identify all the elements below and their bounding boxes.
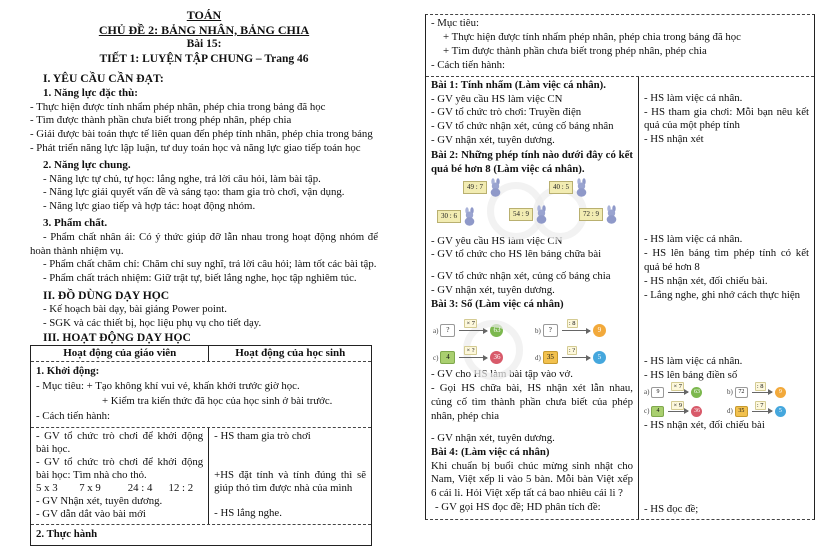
warmup-goal-line: - Mục tiêu: + Tạo không khí vui vẻ, khấn khởi trước giờ học. — [36, 380, 300, 393]
rabbit-card-group — [549, 178, 589, 197]
section-1-heading: I. YÊU CẦU CẦN ĐẠT: — [43, 72, 164, 86]
value-box: 72 — [735, 387, 748, 398]
teacher-action: - GV tổ chức nhận xét, củng cố bảng nhân — [431, 120, 614, 133]
doc-subject-title: TOÁN — [186, 8, 222, 22]
arrow-icon — [668, 382, 688, 393]
diagram-item-a — [644, 382, 721, 398]
diagram-label: d) — [535, 353, 541, 362]
student-action: - HS tham gia chơi: Mỗi bạn nêu kết quả của một phép tính — [644, 105, 809, 132]
value-box: 35 — [543, 351, 558, 364]
exercise-2-picture — [437, 178, 633, 234]
diagram-item-b — [535, 320, 631, 337]
diagram-item-d — [535, 347, 631, 364]
value-box: 9 — [651, 387, 664, 398]
practice-goal-line: + Tìm được thành phần chưa biết trong phép nhân, phép chia — [443, 44, 707, 57]
rabbit-icon — [488, 178, 503, 197]
math-exercises-line: 5 x 3 7 x 9 24 : 4 12 : 2 — [36, 482, 194, 495]
student-action: - HS nhận xét, đối chiếu bài. — [644, 274, 768, 287]
arrow-icon — [459, 320, 487, 331]
diagram-item-b — [727, 382, 804, 398]
student-column — [639, 77, 814, 520]
exercise-3-heading: Bài 3: Số (Làm việc cá nhân) — [431, 298, 564, 311]
diagram-label: a) — [644, 388, 650, 397]
teacher-action: - GV gọi HS đọc đề; HD phân tích đề: — [435, 501, 601, 514]
number-card: 40 : 5 — [549, 181, 573, 194]
diagram-label: c) — [644, 407, 650, 416]
arrow-icon — [562, 320, 590, 331]
operation-label: : 8 — [568, 320, 576, 328]
bullet-item: - SGK và các thiết bị, học liệu phụ vụ cho tiết dạy. — [43, 317, 262, 330]
teacher-action: - GV nhận xét, tuyên dương. — [431, 134, 555, 147]
student-action: - HS đọc đề; — [644, 502, 699, 515]
number-card: 49 : 7 — [463, 181, 487, 194]
lesson-title: TIẾT 1: LUYỆN TẬP CHUNG – Trang 46 — [99, 52, 309, 65]
arrow-icon — [668, 401, 688, 412]
teacher-action: - GV tổ chức nhận xét, củng cố bảng chia — [431, 270, 611, 283]
student-action: - HS nhận xét — [644, 133, 704, 146]
column-header-student: Hoạt động của học sinh — [235, 347, 346, 360]
activities-table — [30, 345, 372, 546]
teacher-action: - GV tổ chức trò chơi để khởi động bài học. — [36, 430, 204, 456]
teacher-action: - GV tổ chức trò chơi để khởi động bài học: Tìm nhà cho thỏ. — [36, 456, 204, 482]
value-box: 35 — [735, 406, 748, 417]
student-action: - HS lên bảng điền số — [644, 368, 738, 381]
diagram-label: a) — [433, 326, 439, 335]
table-row-practice-goal — [426, 15, 814, 76]
rabbit-card-group — [579, 205, 619, 224]
exercise-3-answer-diagram — [644, 382, 804, 417]
table-header-row — [31, 346, 371, 361]
value-box: ? — [440, 324, 455, 337]
diagram-label: d) — [727, 407, 733, 416]
section-2-heading: II. ĐỒ DÙNG DẠY HỌC — [43, 288, 170, 302]
warmup-heading: 1. Khởi động: — [36, 365, 100, 378]
teacher-action: - GV dẫn dắt vào bài mới — [36, 508, 146, 521]
practice-goal-line: + Thực hiện được tính nhẩm phép nhân, phép chia trong bảng đã học — [443, 30, 741, 43]
subsection-1c-heading: 3. Phẩm chất. — [43, 216, 108, 229]
result-circle: 63 — [691, 387, 702, 398]
teacher-action: - Gọi HS chữa bài, HS nhận xét lẫn nhau, củng cố tìm thành phần chưa biết của phép nhân, phép chia — [431, 382, 633, 422]
rabbit-icon — [574, 178, 589, 197]
result-circle: 9 — [775, 387, 786, 398]
rabbit-icon — [534, 205, 549, 224]
student-action: - HS lắng nghe. — [214, 507, 282, 520]
bullet-item: - Phẩm chất chăm chỉ: Chăm chỉ suy nghĩ, trả lời câu hỏi; làm tốt các bài tập. — [43, 258, 377, 271]
bullet-item: - Thực hiện được tính nhẩm phép nhân, phép chia trong bảng đã học — [30, 100, 326, 113]
student-action: - Lắng nghe, ghi nhớ cách thực hiện — [644, 288, 801, 301]
bullet-item: - Kế hoạch bài dạy, bài giảng Power point. — [43, 303, 227, 316]
exercise-4-heading: Bài 4: (Làm việc cá nhân) — [431, 445, 550, 458]
rabbit-icon — [604, 205, 619, 224]
result-circle: 9 — [593, 324, 606, 337]
student-action: - HS nhận xét, đối chiếu bài — [644, 418, 765, 431]
practice-steps-label: - Cách tiến hành: — [431, 58, 506, 71]
arrow-icon — [752, 382, 772, 393]
exercise-4-problem-text: Khi chuẩn bị buổi chúc mừng sinh nhật cho Nam, Việt xếp li vào 5 bàn. Mỗi bàn Việt xếp 6 cái li. Hỏi Việt xếp tất cả bao nhiêu cái li ? — [431, 459, 633, 500]
teacher-action: - GV nhận xét, tuyên dương. — [431, 284, 555, 297]
bullet-item: - Năng lực giao tiếp và hợp tác: hoạt động nhóm. — [43, 200, 256, 213]
operation-label: × ? — [466, 347, 475, 355]
bullet-item: - Năng lực tự chủ, tự học: lắng nghe, trả lời câu hỏi, làm bài tập. — [43, 172, 321, 185]
result-circle: 36 — [490, 351, 503, 364]
practice-heading: 2. Thực hành — [36, 528, 98, 541]
value-box: 4 — [651, 406, 664, 417]
lesson-number: Bài 15: — [186, 38, 222, 51]
arrow-icon — [459, 347, 487, 358]
arrow-icon — [562, 347, 590, 358]
teacher-action: - GV tổ chức trò chơi: Truyền điện — [431, 106, 582, 119]
student-action: - HS làm việc cá nhân. — [644, 91, 743, 104]
exercise-3-diagram — [433, 320, 631, 364]
exercise-2-heading: Bài 2: Những phép tính nào dưới đây có kết quả bé hơn 8 (Làm việc cá nhân). — [431, 149, 633, 176]
number-card: 30 : 6 — [437, 210, 461, 223]
value-box: 4 — [440, 351, 455, 364]
page-2 — [418, 0, 816, 549]
exercise-1-heading: Bài 1: Tính nhẩm (Làm việc cá nhân). — [431, 78, 606, 91]
rabbit-card-group — [437, 207, 477, 226]
doc-topic-title: CHỦ ĐỀ 2: BẢNG NHÂN, BẢNG CHIA — [98, 22, 310, 37]
activities-table-continued — [425, 14, 815, 520]
number-card: 54 : 9 — [509, 208, 533, 221]
practice-goal-label: - Mục tiêu: — [431, 17, 479, 29]
student-action: - HS làm việc cá nhân. — [644, 354, 743, 367]
warmup-steps-label: - Cách tiến hành: — [36, 410, 111, 423]
value-box: ? — [543, 324, 558, 337]
teacher-action: - GV yêu cầu HS làm việc CN — [431, 234, 563, 247]
rabbit-icon — [462, 207, 477, 226]
section-3-heading: III. HOẠT ĐỘNG DẠY HỌC — [43, 330, 191, 344]
diagram-label: c) — [433, 353, 439, 362]
student-action: - HS tham gia trò chơi — [214, 430, 311, 443]
bullet-item: - Phát triển năng lực lập luận, tư duy toán học và năng lực giao tiếp toán học — [30, 141, 361, 154]
diagram-label: b) — [535, 326, 541, 335]
number-card: 72 : 9 — [579, 208, 603, 221]
operation-label: × 9 — [673, 401, 682, 409]
operation-label: : 7 — [756, 401, 764, 409]
student-action: +HS đặt tính và tính đúng thì sẽ giúp thỏ tìm được nhà của mình — [214, 469, 366, 495]
operation-label: × 7 — [673, 382, 682, 390]
operation-label: × 7 — [466, 320, 475, 328]
result-circle: 36 — [691, 406, 702, 417]
teacher-action: - GV cho HS làm bài tập vào vở. — [431, 368, 573, 381]
table-row-practice-heading — [31, 524, 371, 545]
column-header-teacher: Hoạt động của giáo viên — [31, 346, 209, 361]
result-circle: 63 — [490, 324, 503, 337]
table-row-exercises — [426, 76, 814, 520]
diagram-label: b) — [727, 388, 733, 397]
arrow-icon — [752, 401, 772, 412]
warmup-goal-line: + Kiểm tra kiến thức đã học của học sinh ở bài trước. — [102, 395, 333, 408]
teacher-action: - GV tổ chức cho HS lên bảng chữa bài — [431, 248, 602, 261]
student-action: - HS lên bảng tìm phép tính có kết quả bé hơn 8 — [644, 247, 809, 274]
bullet-item: - Giải được bài toán thực tế liên quan đến phép tính nhân, phép chia trong bảng — [30, 128, 373, 141]
bullet-item: - Phẩm chất trách nhiệm: Giữ trật tự, biết lắng nghe, học tập nghiêm túc. — [43, 272, 357, 285]
student-action: - HS làm việc cá nhân. — [644, 233, 743, 246]
bullet-item: - Tìm được thành phần chưa biết trong phép nhân, phép chia — [30, 114, 292, 127]
bullet-item: - Năng lực giải quyết vấn đề và sáng tạo: tham gia trò chơi, vận dụng. — [43, 186, 345, 199]
rabbit-card-group — [509, 205, 549, 224]
result-circle: 5 — [775, 406, 786, 417]
result-circle: 5 — [593, 351, 606, 364]
diagram-item-c — [644, 401, 721, 417]
teacher-action: - GV yêu cầu HS làm việc CN — [431, 92, 563, 105]
page-1 — [8, 0, 410, 549]
diagram-item-d — [727, 401, 804, 417]
teacher-action: - GV nhận xét, tuyên dương. — [431, 431, 555, 444]
teacher-column — [426, 77, 639, 520]
table-row-warmup-detail — [31, 427, 371, 524]
bullet-item: - Phẩm chất nhân ái: Có ý thức giúp đỡ lẫn nhau trong hoạt động nhóm để hoàn thành nhiệm vụ. — [30, 230, 378, 257]
operation-label: : 8 — [756, 382, 764, 390]
operation-label: : ? — [568, 347, 576, 355]
subsection-1b-heading: 2. Năng lực chung. — [43, 158, 131, 171]
subsection-1a-heading: 1. Năng lực đặc thù: — [43, 86, 138, 99]
teacher-action: - GV Nhận xét, tuyên dương. — [36, 495, 163, 508]
rabbit-card-group — [463, 178, 503, 197]
table-row-warmup — [31, 361, 371, 427]
